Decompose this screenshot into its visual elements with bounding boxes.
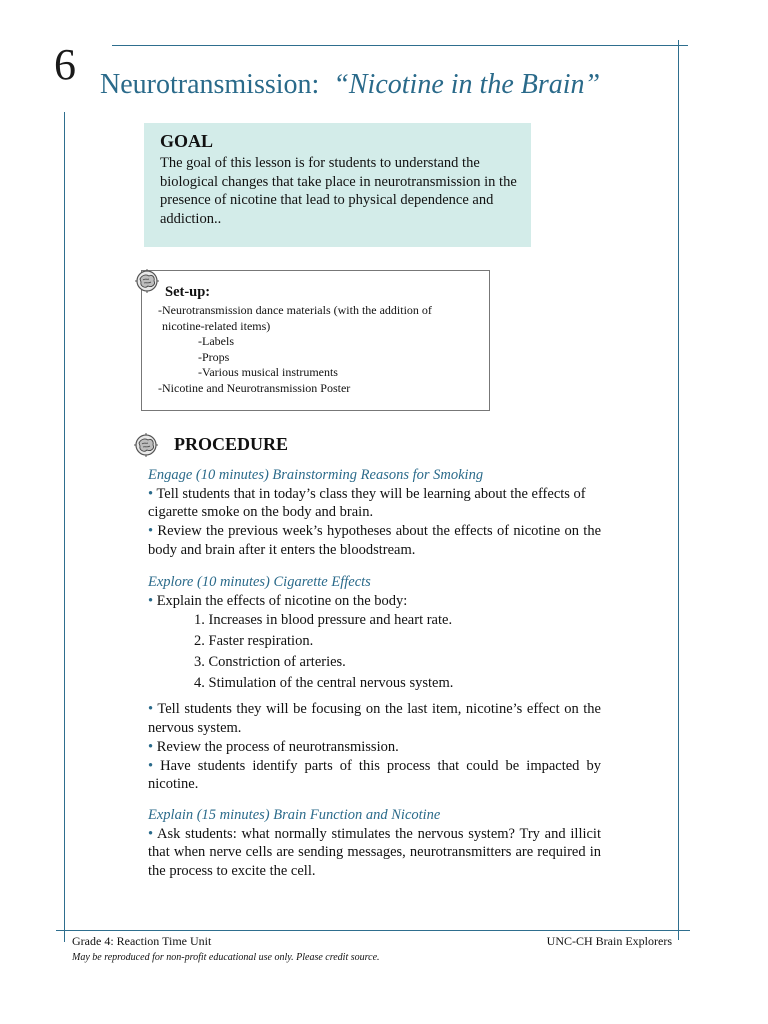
engage-bullet: Review the previous week’s hypotheses about the effects of nicotine on the body and brain after it enters the bloodstream.	[148, 523, 602, 558]
explore-section	[148, 573, 601, 794]
engage-title: Engage (10 minutes) Brainstorming Reasons for Smoking	[148, 467, 484, 483]
effect-item: 2. Faster respiration.	[194, 633, 314, 650]
procedure-heading: PROCEDURE	[174, 434, 289, 454]
left-rule	[64, 112, 65, 942]
list-item: • Explain the effects of nicotine on the body:	[148, 592, 408, 609]
setup-item: -Various musical instruments	[198, 365, 338, 379]
list-item: • Tell students that in today’s class they will be learning about the effects of cigarette smoke on the body and brain.	[148, 485, 586, 521]
goal-text: The goal of this lesson is for students to understand the biological changes that take place in neurotransmission in the presence of nicotine that lead to physical dependence and addiction..	[160, 155, 517, 228]
title-subtitle: “Nicotine in the Brain”	[333, 69, 601, 100]
explain-title: Explain (15 minutes) Brain Function and Nicotine	[148, 807, 441, 823]
effects-list	[148, 610, 601, 694]
lesson-number: 6	[54, 40, 76, 89]
goal-box	[144, 123, 531, 247]
effect-item: 1. Increases in blood pressure and heart rate.	[194, 612, 453, 629]
setup-heading: Set-up:	[165, 284, 211, 300]
list-item: • Review the process of neurotransmission.	[148, 738, 399, 755]
top-rule	[112, 45, 688, 46]
engage-bullet: Tell students that in today’s class they will be learning about the effects of cigarette smoke on the body and brain.	[148, 485, 586, 521]
effect-item: 4. Stimulation of the central nervous system.	[194, 675, 454, 692]
explore-intro: Explain the effects of nicotine on the body:	[156, 592, 408, 609]
explore-bullet: Tell students they will be focusing on the last item, nicotine’s effect on the nervous system.	[148, 701, 601, 737]
setup-item: -Neurotransmission dance materials (with the addition of	[158, 303, 432, 317]
page-title	[100, 68, 600, 102]
title-main: Neurotransmission:	[100, 69, 320, 100]
engage-section	[148, 466, 601, 560]
bottom-rule	[56, 930, 690, 931]
list-item: • Have students identify parts of this process that could be impacted by nicotine.	[148, 757, 601, 793]
explore-bullet: Review the process of neurotransmission.	[156, 738, 399, 755]
list-item: • Ask students: what normally stimulates the nervous system? Try and illicit that when nerve cells are sending messages, neurotransmitters are required in the process to excite the cell.	[148, 825, 601, 880]
footer-unit: Grade 4: Reaction Time Unit	[72, 934, 212, 948]
brain-icon	[134, 268, 160, 294]
setup-item: -Props	[198, 349, 230, 364]
right-rule	[678, 40, 679, 940]
explore-title: Explore (10 minutes) Cigarette Effects	[148, 574, 371, 590]
list-item: • Tell students they will be focusing on the last item, nicotine’s effect on the nervous system.	[148, 701, 601, 737]
explain-bullet: Ask students: what normally stimulates the nervous system? Try and illicit that when nerve cells are sending messages, neurotransmitters are required in the process to excite the cell.	[148, 825, 601, 880]
setup-box	[141, 270, 490, 411]
list-item: • Review the previous week’s hypotheses about the effects of nicotine on the body and brain after it enters the bloodstream.	[148, 523, 602, 558]
setup-item: -Labels	[198, 334, 234, 348]
setup-list	[158, 303, 432, 396]
goal-heading: GOAL	[160, 131, 214, 151]
brain-icon	[133, 432, 159, 458]
setup-item: -Nicotine and Neurotransmission Poster	[158, 380, 351, 395]
explain-section	[148, 806, 601, 881]
footer-source: UNC-CH Brain Explorers	[546, 934, 672, 948]
setup-item: nicotine-related items)	[162, 318, 271, 333]
explore-bullet: Have students identify parts of this process that could be impacted by nicotine.	[148, 757, 601, 793]
effect-item: 3. Constriction of arteries.	[194, 654, 346, 671]
footer-note: May be reproduced for non-profit educational use only. Please credit source.	[72, 952, 380, 963]
